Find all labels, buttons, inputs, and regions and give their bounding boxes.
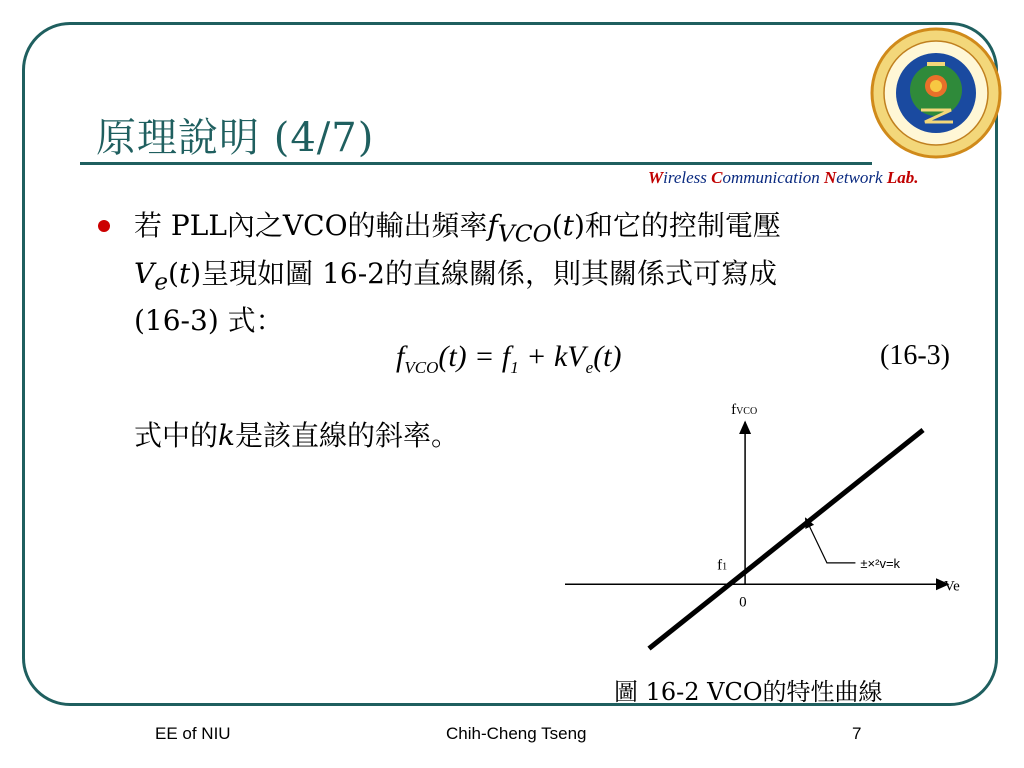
- lab-letter-n: N: [824, 168, 837, 187]
- equation: [396, 340, 622, 378]
- eq-mid2: + kV: [518, 340, 586, 373]
- t-symbol: t: [178, 256, 191, 290]
- e-subscript: e: [154, 267, 169, 296]
- slope-annotation: ±×²v=k: [860, 555, 901, 571]
- lab-dot: .: [914, 168, 919, 187]
- bullet-line-3: (16-3) 式：: [134, 304, 284, 338]
- bullet-text: 若 PLL內之VCO的輸出頻率: [134, 209, 488, 242]
- slope-note: [134, 414, 459, 454]
- f-symbol: f: [487, 209, 498, 242]
- lab-banner: [648, 168, 918, 188]
- eq-f: f: [396, 340, 405, 373]
- university-logo: [869, 26, 1003, 160]
- figure-caption: 圖 16-2 VCO的特性曲線: [614, 678, 883, 706]
- note-text: 式中的: [134, 419, 219, 452]
- paren-open: (: [551, 209, 563, 242]
- vco-subscript: VCO: [497, 219, 552, 248]
- origin-label: 0: [739, 594, 747, 611]
- footer-left: EE of NIU: [155, 724, 231, 743]
- lab-word-ommunication: ommunication: [722, 168, 825, 187]
- footer-center: Chih-Cheng Tseng: [446, 724, 587, 743]
- slide-title: 原理說明 (4/7): [96, 115, 375, 161]
- bullet-text: )呈現如圖 16-2的直線關係，則其關係式可寫成: [190, 256, 777, 290]
- eq-vco-sub: VCO: [404, 358, 439, 377]
- bullet-dot: [98, 220, 110, 232]
- bullet-paragraph: [134, 206, 894, 341]
- lab-word-lab: Lab: [886, 168, 915, 187]
- eq-sub-e: e: [585, 358, 594, 377]
- bullet-line-2: [134, 254, 894, 302]
- page-number: 7: [852, 724, 862, 743]
- y-axis-label: fVCO: [731, 402, 758, 418]
- bullet-line-1: [134, 206, 894, 254]
- t-symbol: t: [562, 209, 574, 242]
- slope-leader: [806, 518, 856, 563]
- lab-word-ireless: ireless: [663, 168, 712, 187]
- lab-word-etwork: etwork: [836, 168, 887, 187]
- vco-characteristic-chart: [560, 400, 980, 670]
- eq-end: (t): [593, 340, 622, 373]
- characteristic-line: [649, 430, 923, 649]
- intercept-label: f1: [717, 557, 728, 574]
- lab-letter-c: C: [711, 168, 723, 187]
- v-symbol: V: [134, 256, 155, 290]
- eq-mid1: (t) = f: [438, 340, 511, 373]
- k-symbol: k: [218, 419, 235, 452]
- bullet-text: )和它的控制電壓: [573, 209, 781, 242]
- x-axis-label: Ve: [944, 578, 960, 595]
- note-text: 是該直線的斜率。: [234, 419, 459, 452]
- eq-sub1: 1: [510, 358, 519, 377]
- paren-open: (: [168, 256, 179, 290]
- title-underline: [80, 162, 872, 165]
- equation-number: (16-3): [880, 340, 950, 371]
- lab-letter-w: W: [648, 168, 664, 187]
